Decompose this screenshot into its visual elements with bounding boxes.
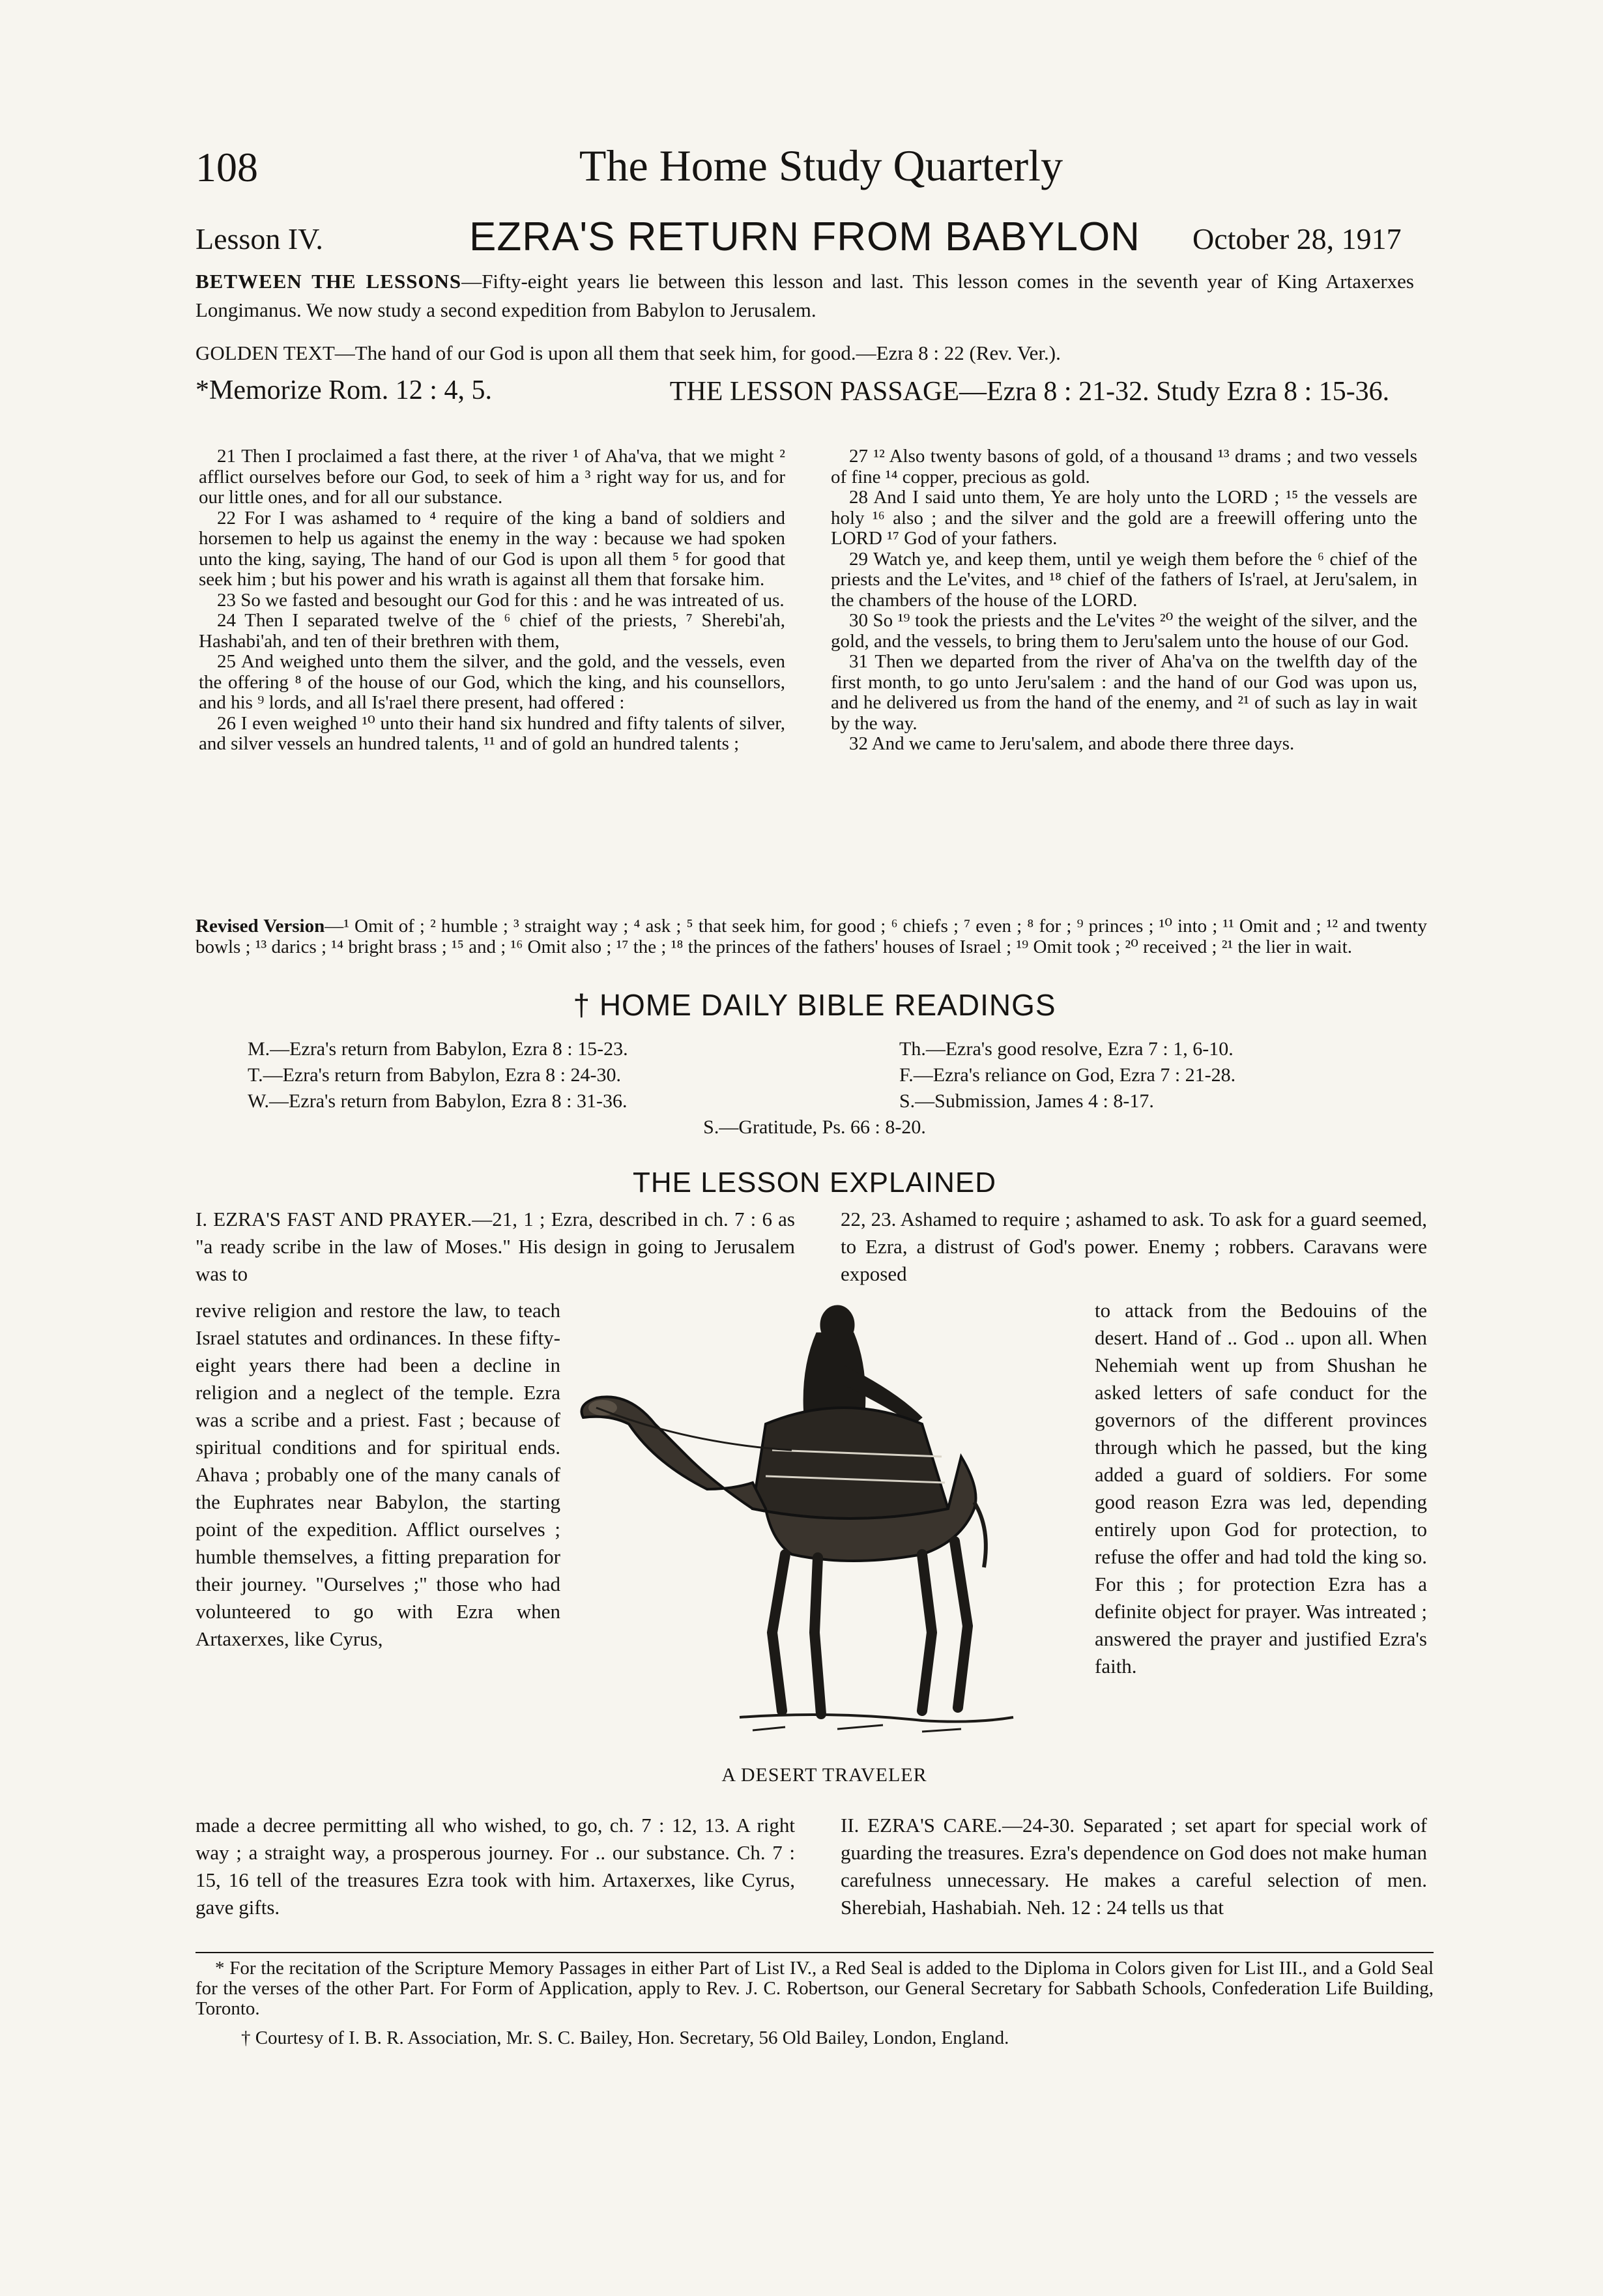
- lesson-date: October 28, 1917: [1192, 222, 1402, 255]
- explanation-left-wrap: revive religion and restore the law, to teach Israel statutes and ordinances. In these fifty-eight years there had been a decline in religion and a neglect of the temple. Ezra was a scribe and a priest. Fast ; because of spiritual conditions and for spiritual ends. Ahava ; probably one of the many canals of the Euphrates near Babylon, the starting point of the expedition. Afflict ourselves ; humble themselves, a fitting preparation for their journey. "Ourselves ;" those who had volunteered to go with Ezra when Artaxerxes, like Cyrus,: [195, 1299, 560, 1650]
- reading-item: Th.—Ezra's good resolve, Ezra 7 : 1, 6-10.: [899, 1038, 1234, 1060]
- revised-version-text: —¹ Omit of ; ² humble ; ³ straight way ; ⁴ ask ; ⁵ that seek him, for good ; ⁶ chiefs ; ⁷ even ; ⁸ for ; ⁹ princes ; ¹⁰ into ; ¹¹ Omit and ; ¹² and twenty bowls ; ¹³ darics ; ¹⁴ bright brass ; ¹⁵ and ; ¹⁶ Omit also ; ¹⁷ the ; ¹⁸ the princes of the fathers' houses of Israel ; ¹⁹ Omit took ; ²⁰ received ; ²¹ the lier in wait.: [195, 916, 1427, 957]
- reading-item: F.—Ezra's reliance on God, Ezra 7 : 21-28.: [899, 1064, 1236, 1086]
- golden-text: GOLDEN TEXT—The hand of our God is upon all them that seek him, for good.—Ezra 8 : 22 (Rev. Ver.).: [195, 341, 1061, 364]
- explanation-left-top: I. EZRA'S FAST AND PRAYER.—21, 1 ; Ezra, described in ch. 7 : 6 as "a ready scribe in the law of Moses." His design in going to Jerusalem was to: [195, 1208, 795, 1285]
- lesson-title: EZRA'S RETURN FROM BABYLON: [469, 214, 1140, 259]
- lesson-explained-heading: THE LESSON EXPLAINED: [633, 1167, 996, 1199]
- reading-item: M.—Ezra's return from Babylon, Ezra 8 : 15-23.: [248, 1038, 628, 1060]
- verse: 25 And weighed unto them the silver, and the gold, and the vessels, even the offering ⁸ of the house of our God, which the king, and his counsellors, and his ⁹ lords, and all Is'rael there present, had offered :: [199, 651, 785, 713]
- reading-item-sunday: S.—Gratitude, Ps. 66 : 8-20.: [703, 1116, 926, 1138]
- explanation-right-bottom: II. EZRA'S CARE.—24-30. Separated ; set apart for special work of guarding the treasures. Ezra's dependence on God does not make human carefulness unnecessary. He makes a careful selection of men. Sherebiah, Hashabiah. Neh. 12 : 24 tells us that: [841, 1814, 1427, 1919]
- revised-version-label: Revised Version: [195, 916, 325, 937]
- verse: 30 So ¹⁹ took the priests and the Le'vites ²⁰ the weight of the silver, and the gold, and the vessels, to bring them to Jeru'salem unto the house of our God.: [831, 610, 1417, 652]
- scripture-left-column: [199, 446, 785, 755]
- reading-item: S.—Submission, James 4 : 8-17.: [899, 1090, 1154, 1112]
- between-the-lessons-label: BETWEEN THE LESSONS: [195, 270, 462, 293]
- verse: 26 I even weighed ¹⁰ unto their hand six hundred and fifty talents of silver, and silver vessels an hundred talents, ¹¹ and of gold an hundred talents ;: [199, 712, 785, 754]
- verse: 21 Then I proclaimed a fast there, at the river ¹ of Aha'va, that we might ² afflict ourselves before our God, to seek of him a ³ right way for us, and for our little ones, and for all our substance.: [199, 446, 785, 508]
- daily-readings-heading: † HOME DAILY BIBLE READINGS: [573, 988, 1056, 1022]
- verse: 22 For I was ashamed to ⁴ require of the king a band of soldiers and horsemen to help us against the enemy in the way : because we had spoken unto the king, saying, The hand of our God is upon all them ⁵ for good that seek him ; but his power and his wrath is against all them that forsake him.: [199, 507, 785, 590]
- lesson-number: Lesson IV.: [195, 222, 323, 255]
- explanation-right-top: 22, 23. Ashamed to require ; ashamed to ask. To ask for a guard seemed, to Ezra, a distrust of God's power. Enemy ; robbers. Caravans were exposed: [841, 1208, 1427, 1285]
- verse: 23 So we fasted and besought our God for this : and he was intreated of us.: [217, 589, 785, 611]
- page-number: 108: [195, 144, 258, 190]
- verse: 29 Watch ye, and keep them, until ye weigh them before the ⁶ chief of the priests and the Le'vites, and ¹⁸ chief of the fathers of Is'rael, at Jeru'salem, in the chambers of the house of the LORD.: [831, 548, 1417, 611]
- lesson-passage-heading: THE LESSON PASSAGE—Ezra 8 : 21-32. Study Ezra 8 : 15-36.: [669, 377, 1390, 407]
- explanation-right-wrap: to attack from the Bedouins of the desert. Hand of .. God .. upon all. When Nehemiah went up from Shushan he asked letters of safe conduct for the governors of the different provinces through which he passed, but the king added a guard of soldiers. For some good reason Ezra was led, depending entirely upon God for protection, to refuse the offer and had told the king so. For this ; for protection Ezra has a definite object for prayer. Was intreated ; answered the prayer and justified Ezra's faith.: [1095, 1299, 1427, 1678]
- scripture-right-column: [831, 446, 1417, 755]
- daily-readings-left: [248, 1036, 628, 1114]
- footnote-divider: [195, 1952, 1434, 1953]
- figure-caption: A DESERT TRAVELER: [721, 1764, 927, 1786]
- running-title: The Home Study Quarterly: [579, 141, 1063, 190]
- between-the-lessons-text: —Fifty-eight years lie between this lesson and last. This lesson comes in the seventh year of King Artaxerxes Longimanus. We now study a second expedition from Babylon to Jerusalem.: [195, 270, 1414, 321]
- verse: 31 Then we departed from the river of Aha'va on the twelfth day of the first month, to go unto Jeru'salem : and the hand of our God was upon us, and he delivered us from the hand of the enemy, and ²¹ of such as lay in wait by the way.: [831, 651, 1417, 734]
- explanation-left-bottom: made a decree permitting all who wished, to go, ch. 7 : 12, 13. A right way ; a straight way, a prosperous journey. For .. our substance. Ch. 7 : 15, 16 tell of the treasures Ezra took with him. Artaxerxes, like Cyrus, gave gifts.: [195, 1814, 795, 1919]
- desert-traveler-figure: [557, 1294, 1091, 1802]
- revised-version-notes: [195, 916, 1427, 957]
- verse: 27 ¹² Also twenty basons of gold, of a thousand ¹³ drams ; and two vessels of fine ¹⁴ copper, precious as gold.: [831, 446, 1417, 487]
- footnote-courtesy: † Courtesy of I. B. R. Association, Mr. S. C. Bailey, Hon. Secretary, 56 Old Bailey, London, England.: [241, 2027, 1009, 2048]
- verse: 28 And I said unto them, Ye are holy unto the LORD ; ¹⁵ the vessels are holy ¹⁶ also ; and the silver and the gold are a freewill offering unto the LORD ¹⁷ God of your fathers.: [831, 487, 1417, 549]
- verse: 24 Then I separated twelve of the ⁶ chief of the priests, ⁷ Sherebi'ah, Hashabi'ah, and ten of their brethren with them,: [199, 610, 785, 652]
- daily-readings-right: [899, 1036, 1235, 1114]
- footnote-memory-passages: * For the recitation of the Scripture Memory Passages in either Part of List IV., a Red Seal is added to the Diploma in Colors given for List III., and a Gold Seal for the verses of the other Part. For Form of Application, apply to Rev. J. C. Robertson, our General Secretary for Sabbath Schools, Confederation Life Building, Toronto.: [195, 1958, 1434, 2019]
- reading-item: W.—Ezra's return from Babylon, Ezra 8 : 31-36.: [248, 1090, 628, 1112]
- reading-item: T.—Ezra's return from Babylon, Ezra 8 : 24-30.: [248, 1064, 622, 1086]
- camel-rider-illustration: [557, 1294, 1091, 1763]
- between-the-lessons: [195, 267, 1414, 325]
- memorize-note: *Memorize Rom. 12 : 4, 5.: [195, 375, 492, 405]
- verse: 32 And we came to Jeru'salem, and abode there three days.: [849, 733, 1295, 754]
